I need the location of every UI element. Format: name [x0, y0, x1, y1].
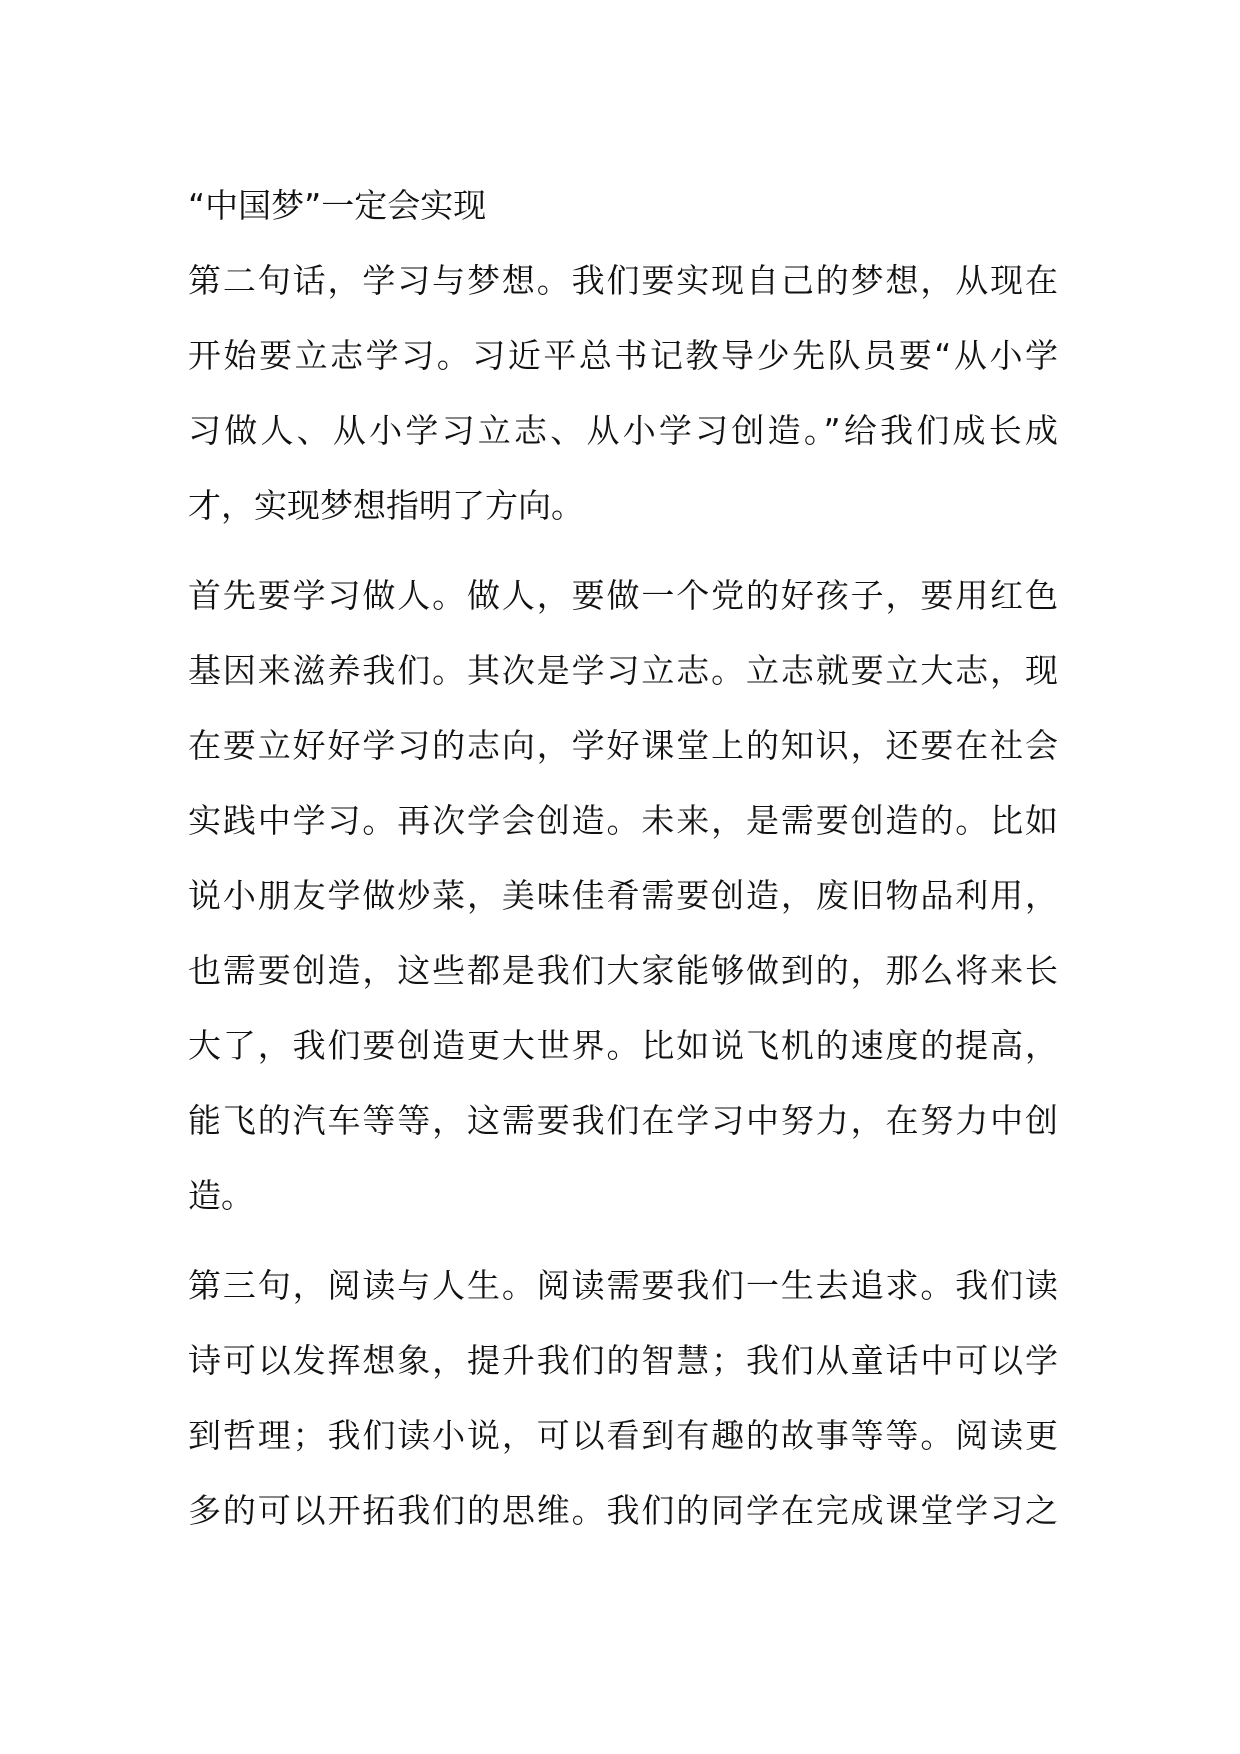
paragraph-line: 基因来滋养我们。其次是学习立志。立志就要立大志，现 — [188, 651, 1058, 690]
paragraph-line: 诗可以发挥想象，提升我们的智慧；我们从童话中可以学 — [188, 1341, 1058, 1380]
paragraph-1 — [188, 243, 1058, 543]
paragraph-line: 大了，我们要创造更大世界。比如说飞机的速度的提高， — [188, 1026, 1058, 1065]
paragraph-gap — [188, 543, 1058, 558]
paragraph-line: 才，实现梦想指明了方向。 — [188, 486, 584, 525]
paragraph-2 — [188, 558, 1058, 1233]
paragraph-line: 开始要立志学习。习近平总书记教导少先队员要“从小学 — [188, 336, 1058, 375]
paragraph-line: 到哲理；我们读小说，可以看到有趣的故事等等。阅读更 — [188, 1416, 1058, 1455]
paragraph-3 — [188, 1248, 1058, 1548]
paragraph-line: 多的可以开拓我们的思维。我们的同学在完成课堂学习之 — [188, 1491, 1058, 1530]
paragraph-gap — [188, 1233, 1058, 1248]
paragraph-line: 在要立好好学习的志向，学好课堂上的知识，还要在社会 — [188, 726, 1058, 765]
paragraph-line: 第三句，阅读与人生。阅读需要我们一生去追求。我们读 — [188, 1266, 1058, 1305]
paragraph-line: 能飞的汽车等等，这需要我们在学习中努力，在努力中创 — [188, 1101, 1058, 1140]
paragraph-line: 习做人、从小学习立志、从小学习创造。”给我们成长成 — [188, 411, 1058, 450]
paragraph-line: 也需要创造，这些都是我们大家能够做到的，那么将来长 — [188, 951, 1058, 990]
document-body — [188, 168, 1058, 1548]
document-title: “中国梦”一定会实现 — [188, 186, 487, 225]
paragraph-line: 造。 — [188, 1176, 254, 1215]
paragraph-line: 说小朋友学做炒菜，美味佳肴需要创造，废旧物品利用， — [188, 876, 1058, 915]
paragraph-line: 实践中学习。再次学会创造。未来，是需要创造的。比如 — [188, 801, 1058, 840]
paragraph-line: 首先要学习做人。做人，要做一个党的好孩子，要用红色 — [188, 576, 1058, 615]
paragraph-line: 第二句话，学习与梦想。我们要实现自己的梦想，从现在 — [188, 261, 1058, 300]
